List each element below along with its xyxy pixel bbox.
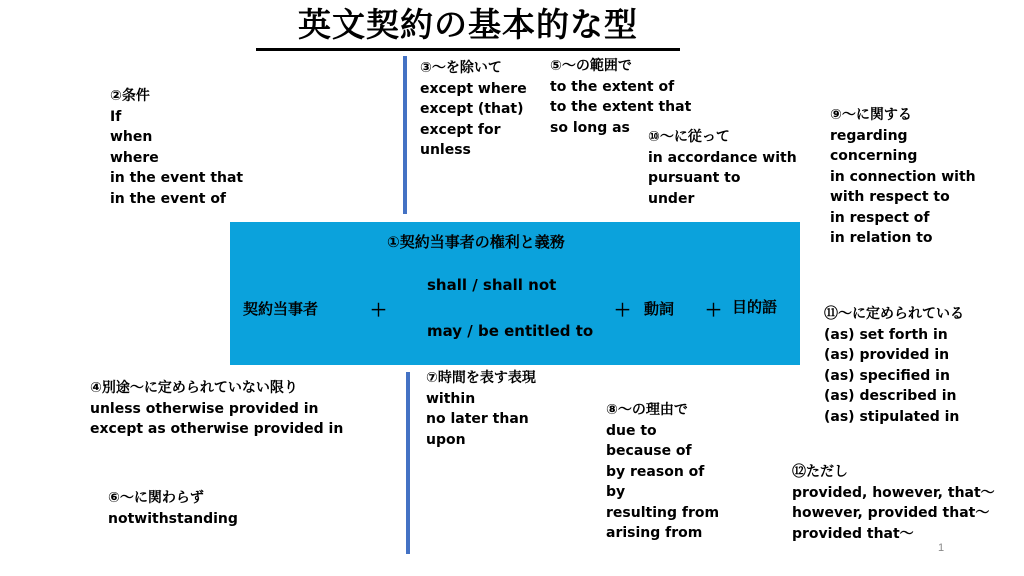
phrase: (as) described in bbox=[824, 388, 957, 404]
phrase: in connection with bbox=[830, 168, 976, 185]
block-except bbox=[420, 58, 527, 161]
phrase: by reason of bbox=[606, 463, 705, 480]
block-heading: ⑦時間を表す表現 bbox=[426, 370, 536, 386]
phrase: unless bbox=[420, 142, 471, 158]
block-heading: ⑤～の範囲で bbox=[550, 58, 632, 74]
may-label: may / be entitled to bbox=[427, 322, 594, 340]
phrase: upon bbox=[426, 431, 466, 448]
phrase: in relation to bbox=[830, 230, 933, 246]
block-reason bbox=[606, 400, 719, 544]
phrase: when bbox=[110, 129, 153, 145]
phrase: except (that) bbox=[420, 101, 524, 117]
block-heading: ⑧～の理由で bbox=[606, 402, 688, 418]
block-proviso bbox=[792, 462, 995, 544]
block-heading: ⑩～に従って bbox=[648, 129, 730, 145]
object-label: 目的語 bbox=[732, 298, 778, 316]
phrase: where bbox=[110, 149, 159, 166]
phrase: concerning bbox=[830, 148, 918, 164]
phrase: unless otherwise provided in bbox=[90, 400, 319, 417]
phrase: by bbox=[606, 484, 626, 500]
phrase: no later than bbox=[426, 411, 529, 427]
block-regarding bbox=[830, 105, 976, 249]
block-heading: ③～を除いて bbox=[420, 60, 502, 76]
phrase: however, provided that～ bbox=[792, 505, 990, 521]
phrase: under bbox=[648, 190, 695, 207]
block-unless-otherwise bbox=[90, 378, 343, 440]
block-accordance bbox=[648, 127, 797, 209]
phrase: except for bbox=[420, 121, 501, 138]
phrase: If bbox=[110, 108, 122, 125]
phrase: pursuant to bbox=[648, 170, 741, 186]
block-heading: ⑫ただし bbox=[792, 464, 848, 480]
phrase: arising from bbox=[606, 525, 703, 541]
rights-obligations-box bbox=[230, 222, 800, 365]
block-heading: ⑥～に関わらず bbox=[108, 490, 204, 506]
verb-label: 動詞 bbox=[644, 300, 675, 318]
block-heading: ②条件 bbox=[110, 88, 150, 104]
plus-sign: ＋ bbox=[705, 301, 722, 321]
phrase: to the extent of bbox=[550, 78, 675, 95]
phrase: provided, however, that～ bbox=[792, 484, 995, 501]
phrase: because of bbox=[606, 443, 692, 459]
phrase: notwithstanding bbox=[108, 510, 238, 527]
block-notwithstanding bbox=[108, 488, 238, 529]
divider-line-top bbox=[403, 56, 407, 214]
phrase: except where bbox=[420, 80, 527, 97]
phrase: in accordance with bbox=[648, 149, 797, 166]
phrase: due to bbox=[606, 422, 657, 439]
phrase: (as) stipulated in bbox=[824, 408, 960, 425]
slide-title: 英文契約の基本的な型 bbox=[256, 2, 680, 51]
block-time bbox=[426, 368, 536, 450]
phrase: with respect to bbox=[830, 189, 950, 205]
block-heading: ⑪～に定められている bbox=[824, 306, 964, 322]
phrase: (as) set forth in bbox=[824, 326, 948, 343]
phrase: regarding bbox=[830, 127, 908, 144]
phrase: except as otherwise provided in bbox=[90, 421, 344, 437]
phrase: (as) specified in bbox=[824, 367, 950, 384]
party-label: 契約当事者 bbox=[243, 300, 319, 318]
phrase: in the event of bbox=[110, 190, 227, 207]
phrase: in the event that bbox=[110, 170, 244, 186]
box-title: ①契約当事者の権利と義務 bbox=[387, 233, 565, 251]
shall-label: shall / shall not bbox=[427, 276, 557, 294]
phrase: (as) provided in bbox=[824, 347, 950, 363]
phrase: within bbox=[426, 390, 476, 407]
plus-sign: ＋ bbox=[370, 301, 387, 321]
phrase: to the extent that bbox=[550, 99, 692, 115]
block-heading: ⑨～に関する bbox=[830, 107, 912, 123]
block-set-forth bbox=[824, 304, 964, 427]
phrase: resulting from bbox=[606, 504, 720, 521]
block-heading: ④別途～に定められていない限り bbox=[90, 380, 298, 396]
block-extent bbox=[550, 56, 691, 138]
block-conditions bbox=[110, 86, 243, 209]
phrase: provided that～ bbox=[792, 525, 914, 542]
phrase: in respect of bbox=[830, 209, 930, 226]
phrase: so long as bbox=[550, 119, 630, 136]
page-number: 1 bbox=[938, 542, 945, 554]
plus-sign: ＋ bbox=[614, 301, 631, 321]
divider-line-bottom bbox=[406, 372, 410, 554]
